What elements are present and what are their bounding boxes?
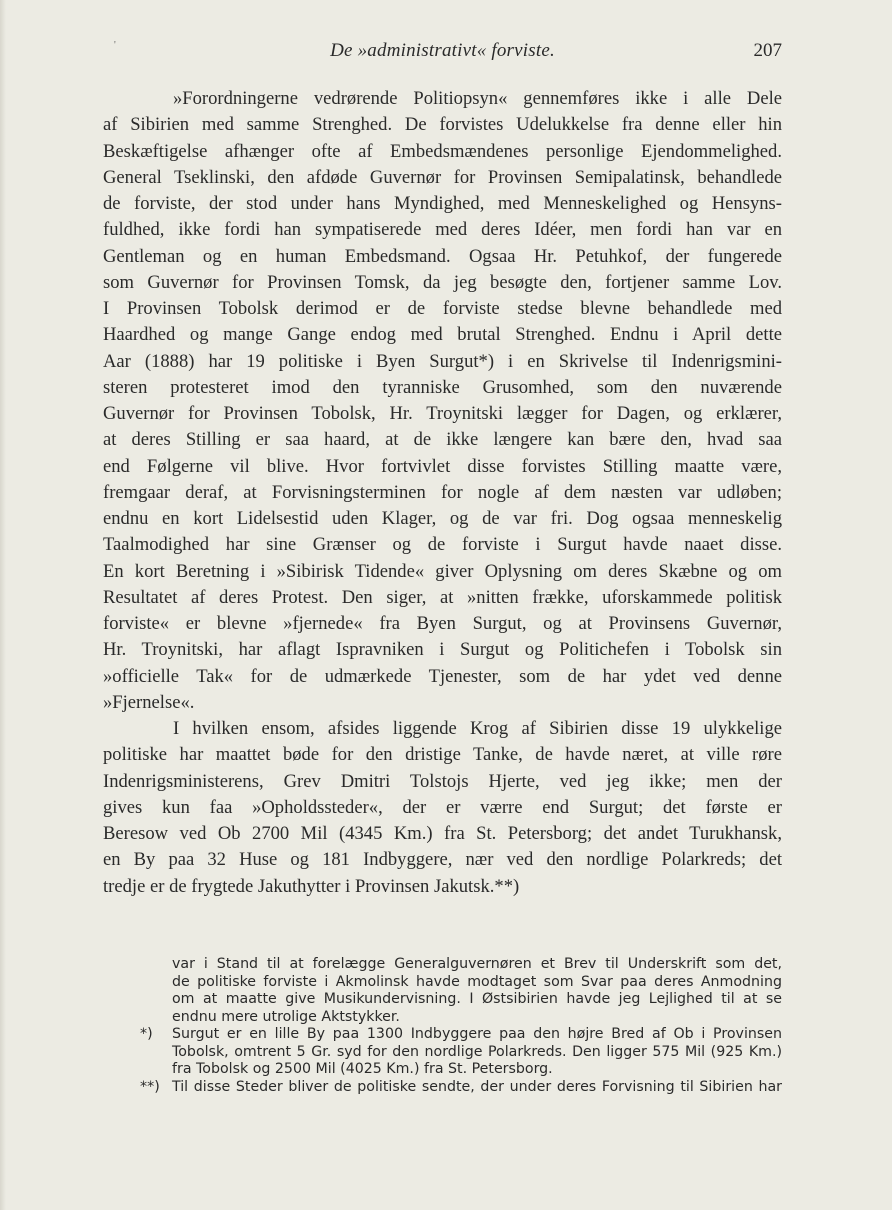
text-line: som Guvernør for Provinsen Tomsk, da jeg besøgte den, fortjener samme Lov. xyxy=(103,271,782,293)
text-line: Hr. Troynitski, har aflagt Ispravniken i Surgut og Politichefen i Tobolsk sin xyxy=(103,639,782,661)
page-header xyxy=(103,40,782,68)
text-line: en By paa 32 Huse og 181 Indbyggere, nær ved den nordlige Polarkreds; det xyxy=(103,849,782,871)
text-line: tredje er de frygtede Jakuthytter i Provinsen Jakutsk.**) xyxy=(103,875,520,897)
text-line: I Provinsen Tobolsk derimod er de forviste stedse blevne behandlede med xyxy=(103,298,782,319)
footnotes xyxy=(140,956,782,1096)
text-line: Gentleman og en human Embedsmand. Ogsaa Hr. Petuhkof, der fungerede xyxy=(103,245,782,267)
body-text xyxy=(103,86,782,900)
text-line: I hvilken ensom, afsides liggende Krog af Sibirien disse 19 ulykkelige xyxy=(173,718,782,739)
text-line: En kort Beretning i »Sibirisk Tidende« giver Oplysning om deres Skæbne og om xyxy=(103,560,782,582)
text-line: Guvernør for Provinsen Tobolsk, Hr. Troynitski lægger for Dagen, og erklærer, xyxy=(103,403,782,424)
text-line: »Forordningerne vedrørende Politiopsyn« gennemføres ikke i alle Dele xyxy=(173,88,782,109)
text-line: Beskæftigelse afhænger ofte af Embedsmændenes personlige Ejendommelighed. xyxy=(103,140,782,162)
text-line: Resultatet af deres Protest. Den siger, at »nitten frække, uforskammede politisk xyxy=(103,586,782,608)
text-line: Haardhed og mange Gange endog med brutal Strenghed. Endnu i April dette xyxy=(103,324,782,346)
text-line: de forviste, der stod under hans Myndighed, med Menneskelighed og Hensyns- xyxy=(103,193,782,214)
text-line: steren protesteret imod den tyranniske Grusomhed, som den nuværende xyxy=(103,376,782,398)
text-line: gives kun faa »Opholdssteder«, der er værre end Surgut; det første er xyxy=(103,796,782,818)
footnote-line: de politiske forviste i Akmolinsk havde modtaget som Svar paa deres Anmodning xyxy=(172,973,782,990)
text-line: af Sibirien med samme Strenghed. De forvistes Udelukkelse fra denne eller hin xyxy=(103,114,782,136)
text-line: Taalmodighed har sine Grænser og de forviste i Surgut havde naaet disse. xyxy=(103,534,782,556)
text-line: end Følgerne vil blive. Hvor fortvivlet disse forvistes Stilling maatte være, xyxy=(103,455,782,477)
text-line: Aar (1888) har 19 politiske i Byen Surgut*) i en Skrivelse til Indenrigsmini- xyxy=(103,350,782,372)
text-line: at deres Stilling er saa haard, at de ikke længere kan bære den, hvad saa xyxy=(103,429,782,451)
stray-mark: ' xyxy=(114,40,116,51)
footnote-marker: *) xyxy=(140,1026,153,1042)
text-line: fremgaar deraf, at Forvisningsterminen for nogle af dem næsten var udløben; xyxy=(103,481,782,503)
text-line: politiske har maattet bøde for den dristige Tanke, de havde næret, at ville røre xyxy=(103,744,782,766)
footnote-marker: **) xyxy=(140,1078,160,1095)
text-line: »officielle Tak« for de udmærkede Tjenester, som de har ydet ved denne xyxy=(103,665,782,687)
page-edge-shadow xyxy=(0,0,6,1210)
text-line: Beresow ved Ob 2700 Mil (4345 Km.) fra St. Petersborg; det andet Turukhansk, xyxy=(103,823,782,844)
footnote-line: Tobolsk, omtrent 5 Gr. syd for den nordlige Polarkreds. Den ligger 575 Mil (925 Km.) xyxy=(172,1043,782,1060)
footnote-single-star xyxy=(140,1026,782,1044)
text-line: Indenrigsministerens, Grev Dmitri Tolstojs Hjerte, ved jeg ikke; men der xyxy=(103,770,782,792)
page-number: 207 xyxy=(753,40,782,61)
text-line: General Tseklinski, den afdøde Guvernør for Provinsen Semipalatinsk, behandlede xyxy=(103,166,782,188)
text-line: endnu en kort Lidelsestid uden Klager, og de var fri. Dog ogsaa menneskelig xyxy=(103,508,782,529)
footnote-double-star xyxy=(140,1079,782,1097)
footnote-line: om at maatte give Musikundervisning. I Østsibirien havde jeg Lejlighed til at se xyxy=(172,991,782,1007)
running-title: De »administrativt« forviste. xyxy=(330,40,555,61)
footnote-line: Til disse Steder bliver de politiske sendte, der under deres Forvisning til Sibirien har xyxy=(172,1078,782,1095)
footnote-line: Surgut er en lille By paa 1300 Indbyggere paa den højre Bred af Ob i Provinsen xyxy=(172,1026,782,1042)
text-line: »Fjernelse«. xyxy=(103,691,195,713)
text-line: forviste« er blevne »fjernede« fra Byen Surgut, og at Provinsens Guvernør, xyxy=(103,613,782,634)
footnote-line: endnu mere utrolige Aktstykker. xyxy=(172,1008,400,1025)
footnote-line: var i Stand til at forelægge Generalguvernøren et Brev til Underskrift som det, xyxy=(172,956,782,972)
footnote-line: fra Tobolsk og 2500 Mil (4025 Km.) fra St. Petersborg. xyxy=(172,1061,553,1077)
text-line: fuldhed, ikke fordi han sympatiserede med deres Idéer, men fordi han var en xyxy=(103,219,782,241)
